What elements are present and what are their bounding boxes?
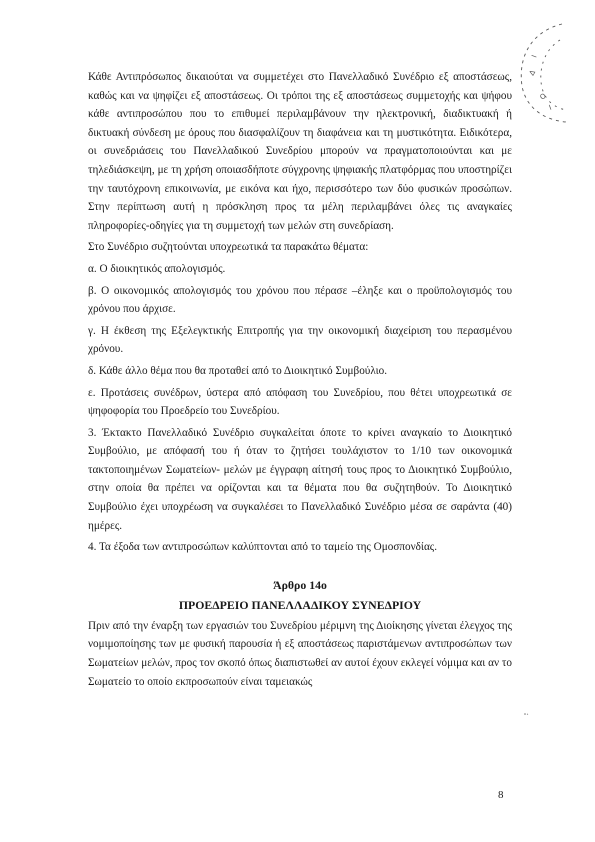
scan-speck	[523, 712, 529, 716]
list-item-e: ε. Προτάσεις συνέδρων, ύστερα από απόφαση του Συνεδρίου, που θέτει υποχρεωτικά σε ψηφοφορία του Προεδρείο του Συνεδρίου.	[88, 386, 512, 418]
paragraph-extraordinary-congress: 3. Έκτακτο Πανελλαδικό Συνέδριο συγκαλείται όποτε το κρίνει αναγκαίο το Διοικητικό Συμβούλιο, με απόφασή του ή όταν το ζητήσει τουλάχιστον το 1/10 των οικονομικά τακτοποιημένων Σωματείων- μελών με έγγραφη αίτησή τους προς το Διοικητικό Συμβούλιο, στην οποία θα πρέπει να ορίζονται και τα θέματα που θα συζητηθούν. Το Διοικητικό Συμβούλιο έχει υποχρέωση να συγκαλέσει το Πανελλαδικό Συνέδριο μέσα σε σαράντα (40) ημέρες.	[88, 426, 512, 532]
list-item-d: δ. Κάθε άλλο θέμα που θα προταθεί από το Διοικητικό Συμβούλιο.	[88, 364, 388, 377]
list-item-a: α. Ο διοικητικός απολογισμός.	[88, 262, 226, 275]
list-item-c: γ. Η έκθεση της Εξελεγκτικής Επιτροπής για την οικονομική διαχείριση του περασμένου χρόνου.	[88, 324, 512, 356]
svg-text:Ι: Ι	[530, 53, 539, 59]
article-title: ΠΡΟΕΔΡΕΙΟ ΠΑΝΕΛΛΑΔΙΚΟΥ ΣΥΝΕΔΡΙΟΥ	[178, 597, 422, 612]
document-body	[88, 68, 512, 691]
svg-text:Ο: Ο	[538, 91, 548, 102]
page-number: 8	[498, 789, 504, 801]
circular-stamp-icon	[500, 18, 570, 128]
paragraph-article-text: Πριν από την έναρξη των εργασιών του Συνεδρίου μέριμνη της Διοίκησης γίνεται έλεγχος της νομιμοποίησης των με φυσική παρουσία ή εξ αποστάσεως παριστάμενων αντιπροσώπων των Σωματείων μελών, προς τον σκοπό όπως διαπιστωθεί αν αυτοί έχουν εκλεγεί νόμιμα και αν το Σωματείο το οποίο εκπροσωπούν είναι ταμειακώς	[88, 619, 512, 688]
paragraph-remote-participation: Κάθε Αντιπρόσωπος δικαιούται να συμμετέχει στο Πανελλαδικό Συνέδριο εξ αποστάσεως, καθώς και να ψηφίζει εξ αποστάσεως. Οι τρόποι της εξ αποστάσεως συμμετοχής και ψήφου κάθε αντιπροσώπου που το επιθυμεί περιλαμβάνουν την ηλεκτρονική, διαδικτυακή ή δικτυακή σύνδεση με όρους που διασφαλίζουν τη διαφάνεια και τη μυστικότητα. Ειδικότερα, οι συνεδριάσεις του Πανελλαδικού Συνεδρίου μπορούν να πραγματοποιούνται και με τηλεδιάσκεψη, με τη χρήση οποιασδήποτε σύγχρονης ψηφιακής πλατφόρμας που υποστηρίζει την ταυτόχρονη επικοινωνία, με εικόνα και ήχο, περισσότερο των δύο φυσικών προσώπων. Στην περίπτωση αυτή η πρόσκληση προς τα μέλη περιλαμβάνει όλες τις αναγκαίες πληροφορίες-οδηγίες για τη συμμετοχή των μελών στη συνεδρίαση.	[88, 71, 512, 232]
article-number: Άρθρο 14ο	[273, 577, 327, 592]
list-item-b: β. Ο οικονομικός απολογισμός του χρόνου που πέρασε –έληξε και ο προϋπολογισμός του χρόνου που άρχισε.	[88, 284, 512, 316]
svg-text:Ι: Ι	[547, 103, 553, 112]
svg-text:Δ: Δ	[527, 68, 538, 77]
paragraph-mandatory-topics: Στο Συνέδριο συζητούνται υποχρεωτικά τα παρακάτω θέματα:	[88, 241, 369, 254]
paragraph-expenses: 4. Τα έξοδα των αντιπροσώπων καλύπτονται από το ταμείο της Ομοσπονδίας.	[88, 541, 438, 554]
